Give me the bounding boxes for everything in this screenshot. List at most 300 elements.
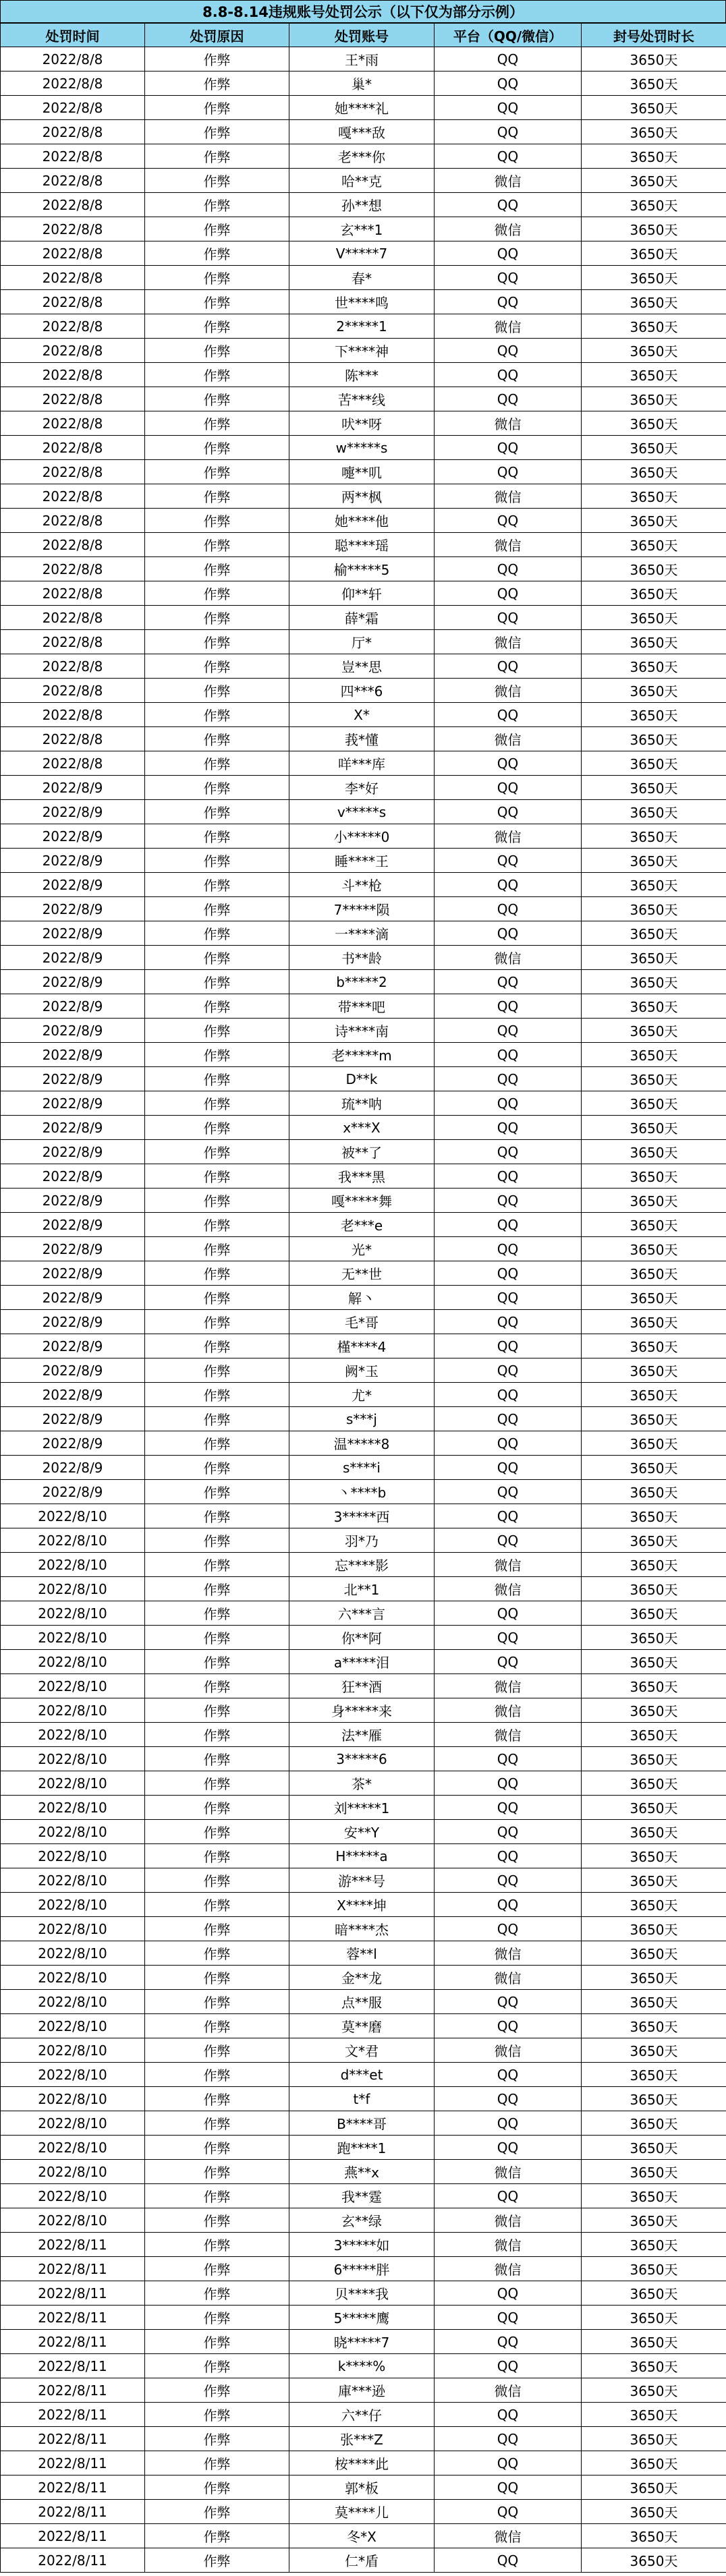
cell-ban-duration: 3650天 — [582, 193, 726, 217]
header-row — [1, 24, 726, 47]
cell-ban-duration: 3650天 — [582, 1140, 726, 1164]
cell-penalty-reason: 作弊 — [145, 2330, 289, 2354]
table-row — [1, 1844, 726, 1868]
cell-penalty-account: 嚏**叽 — [289, 460, 435, 484]
cell-penalty-account: 诗****南 — [289, 1019, 435, 1043]
cell-ban-duration: 3650天 — [582, 2038, 726, 2063]
cell-penalty-account: 咩***库 — [289, 751, 435, 776]
cell-penalty-reason: 作弊 — [145, 1990, 289, 2014]
cell-penalty-account: x***X — [289, 1116, 435, 1140]
table-row — [1, 849, 726, 873]
cell-ban-duration: 3650天 — [582, 557, 726, 581]
cell-penalty-reason: 作弊 — [145, 1553, 289, 1577]
cell-penalty-reason: 作弊 — [145, 1504, 289, 1528]
cell-penalty-account: 六**仔 — [289, 2403, 435, 2427]
cell-platform: QQ — [435, 120, 582, 144]
cell-ban-duration: 3650天 — [582, 1456, 726, 1480]
cell-penalty-reason: 作弊 — [145, 2354, 289, 2378]
cell-penalty-account: 莫**磨 — [289, 2014, 435, 2038]
cell-penalty-reason: 作弊 — [145, 484, 289, 509]
cell-penalty-account: 3*****6 — [289, 1747, 435, 1771]
cell-penalty-account: a*****泪 — [289, 1650, 435, 1674]
cell-penalty-reason: 作弊 — [145, 1358, 289, 1383]
cell-penalty-reason: 作弊 — [145, 217, 289, 241]
cell-platform: QQ — [435, 460, 582, 484]
table-row — [1, 2475, 726, 2500]
cell-penalty-time: 2022/8/11 — [1, 2475, 145, 2500]
cell-penalty-time: 2022/8/8 — [1, 47, 145, 71]
cell-penalty-reason: 作弊 — [145, 460, 289, 484]
cell-penalty-account: 四***6 — [289, 679, 435, 703]
cell-penalty-reason: 作弊 — [145, 169, 289, 193]
cell-penalty-time: 2022/8/10 — [1, 1674, 145, 1698]
table-row — [1, 1019, 726, 1043]
cell-penalty-reason: 作弊 — [145, 2257, 289, 2281]
cell-ban-duration: 3650天 — [582, 2451, 726, 2475]
cell-platform: QQ — [435, 2475, 582, 2500]
cell-penalty-reason: 作弊 — [145, 679, 289, 703]
cell-ban-duration: 3650天 — [582, 2475, 726, 2500]
table-row — [1, 1820, 726, 1844]
cell-ban-duration: 3650天 — [582, 1747, 726, 1771]
cell-ban-duration: 3650天 — [582, 436, 726, 460]
cell-platform: 微信 — [435, 484, 582, 509]
table-row — [1, 1674, 726, 1698]
cell-platform: QQ — [435, 1650, 582, 1674]
cell-penalty-time: 2022/8/8 — [1, 703, 145, 727]
cell-platform: QQ — [435, 2403, 582, 2427]
table-row — [1, 120, 726, 144]
cell-platform: QQ — [435, 363, 582, 387]
cell-penalty-time: 2022/8/10 — [1, 2111, 145, 2136]
cell-platform: QQ — [435, 2548, 582, 2573]
cell-penalty-account: 6*****胖 — [289, 2257, 435, 2281]
cell-penalty-time: 2022/8/8 — [1, 484, 145, 509]
cell-penalty-reason: 作弊 — [145, 2524, 289, 2548]
cell-platform: QQ — [435, 800, 582, 824]
cell-penalty-reason: 作弊 — [145, 1528, 289, 1553]
cell-platform: 微信 — [435, 314, 582, 339]
cell-penalty-reason: 作弊 — [145, 387, 289, 411]
cell-penalty-account: 光* — [289, 1237, 435, 1261]
cell-platform: QQ — [435, 2087, 582, 2111]
cell-penalty-reason: 作弊 — [145, 703, 289, 727]
cell-penalty-account: b*****2 — [289, 970, 435, 994]
cell-penalty-reason: 作弊 — [145, 2136, 289, 2160]
cell-platform: QQ — [435, 387, 582, 411]
cell-penalty-reason: 作弊 — [145, 1237, 289, 1261]
cell-penalty-account: 老*****m — [289, 1043, 435, 1067]
cell-penalty-time: 2022/8/9 — [1, 1043, 145, 1067]
cell-platform: QQ — [435, 47, 582, 71]
cell-penalty-reason: 作弊 — [145, 1698, 289, 1723]
cell-ban-duration: 3650天 — [582, 679, 726, 703]
cell-penalty-time: 2022/8/10 — [1, 1868, 145, 1893]
cell-penalty-reason: 作弊 — [145, 1043, 289, 1067]
cell-penalty-time: 2022/8/10 — [1, 1528, 145, 1553]
table-row — [1, 193, 726, 217]
cell-penalty-time: 2022/8/10 — [1, 1626, 145, 1650]
cell-penalty-time: 2022/8/11 — [1, 2378, 145, 2403]
cell-platform: QQ — [435, 2014, 582, 2038]
table-row — [1, 2427, 726, 2451]
cell-penalty-account: 巢* — [289, 71, 435, 96]
cell-penalty-account: 苦***线 — [289, 387, 435, 411]
cell-ban-duration: 3650天 — [582, 241, 726, 266]
table-row — [1, 630, 726, 654]
cell-penalty-time: 2022/8/8 — [1, 679, 145, 703]
table-row — [1, 1431, 726, 1456]
table-row — [1, 1310, 726, 1334]
cell-penalty-account: 7*****陨 — [289, 897, 435, 921]
cell-penalty-account: 孙**想 — [289, 193, 435, 217]
table-row — [1, 1917, 726, 1941]
cell-penalty-reason: 作弊 — [145, 2427, 289, 2451]
cell-penalty-account: 桉****此 — [289, 2451, 435, 2475]
table-row — [1, 2111, 726, 2136]
cell-platform: 微信 — [435, 411, 582, 436]
cell-penalty-account: 聪****瑶 — [289, 533, 435, 557]
cell-platform: QQ — [435, 1796, 582, 1820]
table-row — [1, 679, 726, 703]
cell-penalty-account: 文*君 — [289, 2038, 435, 2063]
cell-penalty-account: 丶****b — [289, 1480, 435, 1504]
cell-ban-duration: 3650天 — [582, 1019, 726, 1043]
table-row — [1, 1286, 726, 1310]
cell-penalty-account: X****坤 — [289, 1893, 435, 1917]
cell-platform: QQ — [435, 1893, 582, 1917]
cell-platform: QQ — [435, 1504, 582, 1528]
cell-penalty-reason: 作弊 — [145, 2063, 289, 2087]
cell-ban-duration: 3650天 — [582, 2160, 726, 2184]
cell-penalty-time: 2022/8/8 — [1, 241, 145, 266]
cell-penalty-reason: 作弊 — [145, 727, 289, 751]
cell-platform: 微信 — [435, 2038, 582, 2063]
cell-ban-duration: 3650天 — [582, 776, 726, 800]
cell-platform: QQ — [435, 1140, 582, 1164]
cell-penalty-reason: 作弊 — [145, 1140, 289, 1164]
cell-penalty-account: 张***Z — [289, 2427, 435, 2451]
cell-penalty-account: 羽*乃 — [289, 1528, 435, 1553]
cell-penalty-time: 2022/8/9 — [1, 994, 145, 1019]
cell-penalty-time: 2022/8/9 — [1, 1213, 145, 1237]
cell-penalty-account: 我**霆 — [289, 2184, 435, 2208]
table-row — [1, 703, 726, 727]
cell-ban-duration: 3650天 — [582, 1796, 726, 1820]
table-row — [1, 1237, 726, 1261]
table-row — [1, 2014, 726, 2038]
cell-penalty-account: 仁*盾 — [289, 2548, 435, 2573]
cell-penalty-time: 2022/8/9 — [1, 1091, 145, 1116]
table-row — [1, 144, 726, 169]
table-row — [1, 897, 726, 921]
cell-ban-duration: 3650天 — [582, 1504, 726, 1528]
cell-platform: QQ — [435, 1164, 582, 1189]
cell-ban-duration: 3650天 — [582, 266, 726, 290]
table-row — [1, 460, 726, 484]
cell-ban-duration: 3650天 — [582, 897, 726, 921]
cell-ban-duration: 3650天 — [582, 290, 726, 314]
table-row — [1, 921, 726, 946]
cell-platform: QQ — [435, 1019, 582, 1043]
cell-penalty-time: 2022/8/8 — [1, 266, 145, 290]
cell-platform: QQ — [435, 1771, 582, 1796]
table-row — [1, 1553, 726, 1577]
cell-ban-duration: 3650天 — [582, 1286, 726, 1310]
cell-penalty-reason: 作弊 — [145, 533, 289, 557]
cell-platform: QQ — [435, 1626, 582, 1650]
table-row — [1, 1796, 726, 1820]
cell-ban-duration: 3650天 — [582, 2087, 726, 2111]
cell-platform: QQ — [435, 2281, 582, 2306]
cell-ban-duration: 3650天 — [582, 2281, 726, 2306]
cell-ban-duration: 3650天 — [582, 1990, 726, 2014]
cell-platform: QQ — [435, 606, 582, 630]
cell-penalty-reason: 作弊 — [145, 1164, 289, 1189]
cell-penalty-account: 你**阿 — [289, 1626, 435, 1650]
cell-penalty-account: 金**龙 — [289, 1966, 435, 1990]
cell-platform: 微信 — [435, 1553, 582, 1577]
cell-penalty-time: 2022/8/10 — [1, 2136, 145, 2160]
cell-ban-duration: 3650天 — [582, 71, 726, 96]
cell-platform: QQ — [435, 1383, 582, 1407]
cell-ban-duration: 3650天 — [582, 1626, 726, 1650]
cell-platform: QQ — [435, 2451, 582, 2475]
cell-penalty-time: 2022/8/11 — [1, 2281, 145, 2306]
cell-penalty-reason: 作弊 — [145, 2306, 289, 2330]
table-row — [1, 217, 726, 241]
cell-platform: QQ — [435, 1043, 582, 1067]
table-row — [1, 1868, 726, 1893]
cell-penalty-reason: 作弊 — [145, 1844, 289, 1868]
cell-penalty-reason: 作弊 — [145, 436, 289, 460]
cell-penalty-time: 2022/8/9 — [1, 824, 145, 849]
cell-platform: 微信 — [435, 2257, 582, 2281]
table-row — [1, 1164, 726, 1189]
cell-platform: 微信 — [435, 1966, 582, 1990]
cell-penalty-reason: 作弊 — [145, 363, 289, 387]
cell-penalty-reason: 作弊 — [145, 120, 289, 144]
table-row — [1, 266, 726, 290]
cell-platform: 微信 — [435, 727, 582, 751]
cell-ban-duration: 3650天 — [582, 2136, 726, 2160]
cell-platform: QQ — [435, 776, 582, 800]
cell-penalty-reason: 作弊 — [145, 290, 289, 314]
cell-penalty-reason: 作弊 — [145, 654, 289, 679]
table-row — [1, 1043, 726, 1067]
cell-platform: QQ — [435, 1431, 582, 1456]
cell-platform: QQ — [435, 751, 582, 776]
cell-ban-duration: 3650天 — [582, 2111, 726, 2136]
cell-platform: QQ — [435, 1917, 582, 1941]
cell-penalty-time: 2022/8/11 — [1, 2257, 145, 2281]
cell-penalty-reason: 作弊 — [145, 1091, 289, 1116]
table-row — [1, 2208, 726, 2233]
table-row — [1, 2306, 726, 2330]
cell-penalty-reason: 作弊 — [145, 2378, 289, 2403]
cell-penalty-time: 2022/8/8 — [1, 363, 145, 387]
table-row — [1, 2524, 726, 2548]
cell-ban-duration: 3650天 — [582, 873, 726, 897]
cell-ban-duration: 3650天 — [582, 581, 726, 606]
cell-penalty-time: 2022/8/9 — [1, 970, 145, 994]
cell-penalty-reason: 作弊 — [145, 1601, 289, 1626]
cell-platform: QQ — [435, 96, 582, 120]
cell-penalty-time: 2022/8/11 — [1, 2354, 145, 2378]
table-row — [1, 2038, 726, 2063]
cell-penalty-reason: 作弊 — [145, 1747, 289, 1771]
cell-penalty-time: 2022/8/9 — [1, 1383, 145, 1407]
table-row — [1, 654, 726, 679]
cell-penalty-time: 2022/8/11 — [1, 2306, 145, 2330]
cell-penalty-reason: 作弊 — [145, 314, 289, 339]
cell-penalty-time: 2022/8/8 — [1, 751, 145, 776]
cell-penalty-reason: 作弊 — [145, 1310, 289, 1334]
cell-penalty-account: D**k — [289, 1067, 435, 1091]
cell-penalty-account: V*****7 — [289, 241, 435, 266]
cell-penalty-account: 狂**酒 — [289, 1674, 435, 1698]
cell-penalty-reason: 作弊 — [145, 2451, 289, 2475]
cell-platform: QQ — [435, 1407, 582, 1431]
cell-penalty-reason: 作弊 — [145, 557, 289, 581]
table-row — [1, 2330, 726, 2354]
cell-penalty-time: 2022/8/11 — [1, 2451, 145, 2475]
cell-ban-duration: 3650天 — [582, 144, 726, 169]
cell-penalty-time: 2022/8/11 — [1, 2427, 145, 2451]
cell-penalty-account: 3*****如 — [289, 2233, 435, 2257]
table-row — [1, 1116, 726, 1140]
cell-platform: 微信 — [435, 2524, 582, 2548]
table-row — [1, 1213, 726, 1237]
cell-penalty-account: 她****他 — [289, 509, 435, 533]
cell-ban-duration: 3650天 — [582, 2063, 726, 2087]
cell-ban-duration: 3650天 — [582, 654, 726, 679]
cell-penalty-time: 2022/8/9 — [1, 1334, 145, 1358]
table-row — [1, 606, 726, 630]
cell-penalty-time: 2022/8/8 — [1, 387, 145, 411]
cell-penalty-reason: 作弊 — [145, 2475, 289, 2500]
table-row — [1, 363, 726, 387]
cell-penalty-account: 薛*霜 — [289, 606, 435, 630]
cell-platform: QQ — [435, 2354, 582, 2378]
header-penalty-reason: 处罚原因 — [145, 24, 289, 47]
cell-platform: QQ — [435, 1480, 582, 1504]
cell-penalty-time: 2022/8/10 — [1, 2184, 145, 2208]
cell-penalty-account: 槿****4 — [289, 1334, 435, 1358]
table-row — [1, 1528, 726, 1553]
cell-penalty-time: 2022/8/9 — [1, 1286, 145, 1310]
cell-penalty-reason: 作弊 — [145, 873, 289, 897]
cell-penalty-time: 2022/8/11 — [1, 2403, 145, 2427]
header-platform: 平台（QQ/微信） — [435, 24, 582, 47]
cell-penalty-time: 2022/8/8 — [1, 120, 145, 144]
cell-ban-duration: 3650天 — [582, 1771, 726, 1796]
table-row — [1, 1480, 726, 1504]
cell-penalty-account: 游***号 — [289, 1868, 435, 1893]
cell-penalty-reason: 作弊 — [145, 994, 289, 1019]
cell-penalty-time: 2022/8/9 — [1, 921, 145, 946]
table-row — [1, 2403, 726, 2427]
cell-ban-duration: 3650天 — [582, 1941, 726, 1966]
cell-platform: QQ — [435, 1868, 582, 1893]
cell-penalty-account: 莫****儿 — [289, 2500, 435, 2524]
cell-penalty-reason: 作弊 — [145, 411, 289, 436]
cell-platform: QQ — [435, 1456, 582, 1480]
cell-penalty-time: 2022/8/9 — [1, 849, 145, 873]
cell-penalty-reason: 作弊 — [145, 1820, 289, 1844]
table-row — [1, 946, 726, 970]
cell-penalty-reason: 作弊 — [145, 2014, 289, 2038]
cell-ban-duration: 3650天 — [582, 970, 726, 994]
cell-penalty-time: 2022/8/8 — [1, 630, 145, 654]
cell-penalty-reason: 作弊 — [145, 1407, 289, 1431]
cell-ban-duration: 3650天 — [582, 460, 726, 484]
cell-platform: 微信 — [435, 1674, 582, 1698]
cell-penalty-time: 2022/8/11 — [1, 2524, 145, 2548]
cell-penalty-account: 无**世 — [289, 1261, 435, 1286]
table-row — [1, 1358, 726, 1383]
cell-penalty-reason: 作弊 — [145, 1796, 289, 1820]
cell-ban-duration: 3650天 — [582, 921, 726, 946]
cell-penalty-time: 2022/8/9 — [1, 1261, 145, 1286]
cell-penalty-time: 2022/8/11 — [1, 2548, 145, 2573]
cell-platform: QQ — [435, 241, 582, 266]
cell-penalty-time: 2022/8/10 — [1, 2014, 145, 2038]
cell-ban-duration: 3650天 — [582, 2330, 726, 2354]
table-row — [1, 1091, 726, 1116]
table-row — [1, 1990, 726, 2014]
cell-platform: 微信 — [435, 1723, 582, 1747]
table-row — [1, 1456, 726, 1480]
cell-penalty-account: 陈*** — [289, 363, 435, 387]
cell-platform: QQ — [435, 1358, 582, 1383]
table-row — [1, 2257, 726, 2281]
cell-penalty-time: 2022/8/9 — [1, 873, 145, 897]
cell-ban-duration: 3650天 — [582, 1966, 726, 1990]
cell-platform: QQ — [435, 970, 582, 994]
cell-penalty-reason: 作弊 — [145, 1019, 289, 1043]
cell-platform: QQ — [435, 193, 582, 217]
cell-penalty-account: 世****鸣 — [289, 290, 435, 314]
cell-penalty-time: 2022/8/10 — [1, 1796, 145, 1820]
cell-platform: QQ — [435, 1237, 582, 1261]
cell-platform: 微信 — [435, 1698, 582, 1723]
cell-ban-duration: 3650天 — [582, 1674, 726, 1698]
cell-penalty-reason: 作弊 — [145, 1674, 289, 1698]
cell-platform: QQ — [435, 921, 582, 946]
cell-penalty-time: 2022/8/8 — [1, 96, 145, 120]
table-row — [1, 1407, 726, 1431]
cell-platform: 微信 — [435, 679, 582, 703]
cell-ban-duration: 3650天 — [582, 217, 726, 241]
cell-penalty-reason: 作弊 — [145, 2233, 289, 2257]
cell-ban-duration: 3650天 — [582, 2548, 726, 2573]
cell-penalty-time: 2022/8/9 — [1, 776, 145, 800]
cell-penalty-account: 琉**呐 — [289, 1091, 435, 1116]
cell-penalty-time: 2022/8/8 — [1, 339, 145, 363]
cell-penalty-account: 3*****西 — [289, 1504, 435, 1528]
cell-penalty-account: 5*****鹰 — [289, 2306, 435, 2330]
cell-platform: QQ — [435, 2330, 582, 2354]
cell-ban-duration: 3650天 — [582, 606, 726, 630]
cell-penalty-time: 2022/8/8 — [1, 509, 145, 533]
cell-penalty-reason: 作弊 — [145, 2548, 289, 2573]
cell-penalty-reason: 作弊 — [145, 1431, 289, 1456]
cell-penalty-account: w*****s — [289, 436, 435, 460]
cell-platform: QQ — [435, 1067, 582, 1091]
cell-platform: QQ — [435, 1261, 582, 1286]
cell-ban-duration: 3650天 — [582, 1116, 726, 1140]
